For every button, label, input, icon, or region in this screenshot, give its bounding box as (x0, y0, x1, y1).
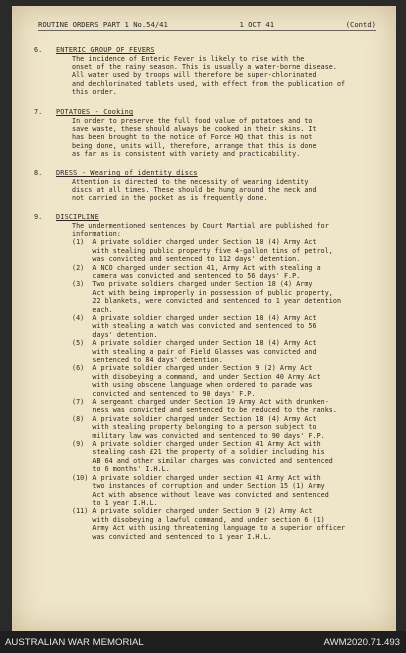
header-continued: (Contd) (345, 20, 376, 29)
section-heading: POTATOES - Cooking (56, 108, 134, 116)
header-order-number: ROUTINE ORDERS PART 1 No.54/41 (38, 20, 168, 29)
section-heading: ENTERIC GROUP OF FEVERS (56, 46, 155, 54)
section-heading: DRESS - Wearing of identity discs (56, 169, 198, 177)
section-number: 6. (34, 46, 43, 54)
section-number: 8. (34, 169, 43, 177)
section-body: In order to preserve the full food value of potatoes and to save waste, these should always be cooked in their skins. It has been brought to the notice of Force HQ that this is not being done, units will, therefore, arrange that this is done as far as is consistent with variety and practicability. (72, 116, 317, 159)
footer-institution: AUSTRALIAN WAR MEMORIAL (5, 637, 144, 648)
section-number: 7. (34, 108, 43, 116)
document-header (38, 20, 376, 31)
archive-footer (0, 631, 406, 653)
section-body: The undermentioned sentences by Court Martial are published for information: (1) A private soldier charged under Section 18 (4) Army Act with stealing public property five 4-gallon tins of petrol, was convicted and sentenced to 112 days' detention. (2) A NCO charged under section 41, Army Act with stealing a camera was convicted and sentenced to 56 days' F.P. (3) Two private soldiers charged under Section 18 (4) Army Act with being improperly in possession of public property, 22 blankets, were convicted and sentenced to 1 year detention each. (4) A private soldier charged under section 18 (4) Army Act with stealing a watch was convicted and sentenced to 56 days' detention. (5) A private soldier charged under Section 18 (4) Army Act with stealing a pair of Field Glasses was convicted and sentenced to 84 days' detention. (6) A private soldier charged under Section 9 (2) Army Act with disobeying a command, and under Section 40 Army Act with using obscene language when ordered to parade was convicted and sentenced to 90 days' F.P. (7) A sergeant charged under Section 19 Army Act with drunken- ness was convicted and sentenced to be reduced to the ranks. (8) A private soldier charged under Section 18 (4) Army Act with stealing property belonging to a person subject to military law was convicted and sentenced to 90 days' F.P. (9) A private soldier charged under Section 41 Army Act with stealing cash £21 the property of a soldier including his AB 64 and other similar charges was convicted and sentenced to 6 months' I.H.L. (10) A private soldier charged under section 41 Army Act with two instances of corruption and under Section 15 (1) Army Act with absence without leave was convicted and sentenced to 1 year I.H.L. (11) A private soldier charged under Section 9 (2) Army Act with disobeying a lawful command, and under section 6 (1) Army Act with using threatening language to a superior officer was convicted and sentenced to 1 year I.H.L. (72, 221, 346, 541)
section-heading: DISCIPLINE (56, 213, 99, 221)
section-body: Attention is directed to the necessity of wearing identity discs at all times. These should be hung around the neck and not carried in the pocket as is frequently done. (72, 177, 317, 203)
footer-accession-number: AWM2020.71.493 (323, 637, 400, 648)
section-number: 9. (34, 213, 43, 221)
header-date: 1 OCT 41 (239, 20, 275, 29)
document-page (12, 6, 396, 631)
section-body: The incidence of Enteric Fever is likely to rise with the onset of the rainy season. This is usually a water-borne disease. All water used by troops will therefore be super-chlorinated and dechlorinated tablets used, with effect from the publication of this order. (72, 54, 346, 97)
